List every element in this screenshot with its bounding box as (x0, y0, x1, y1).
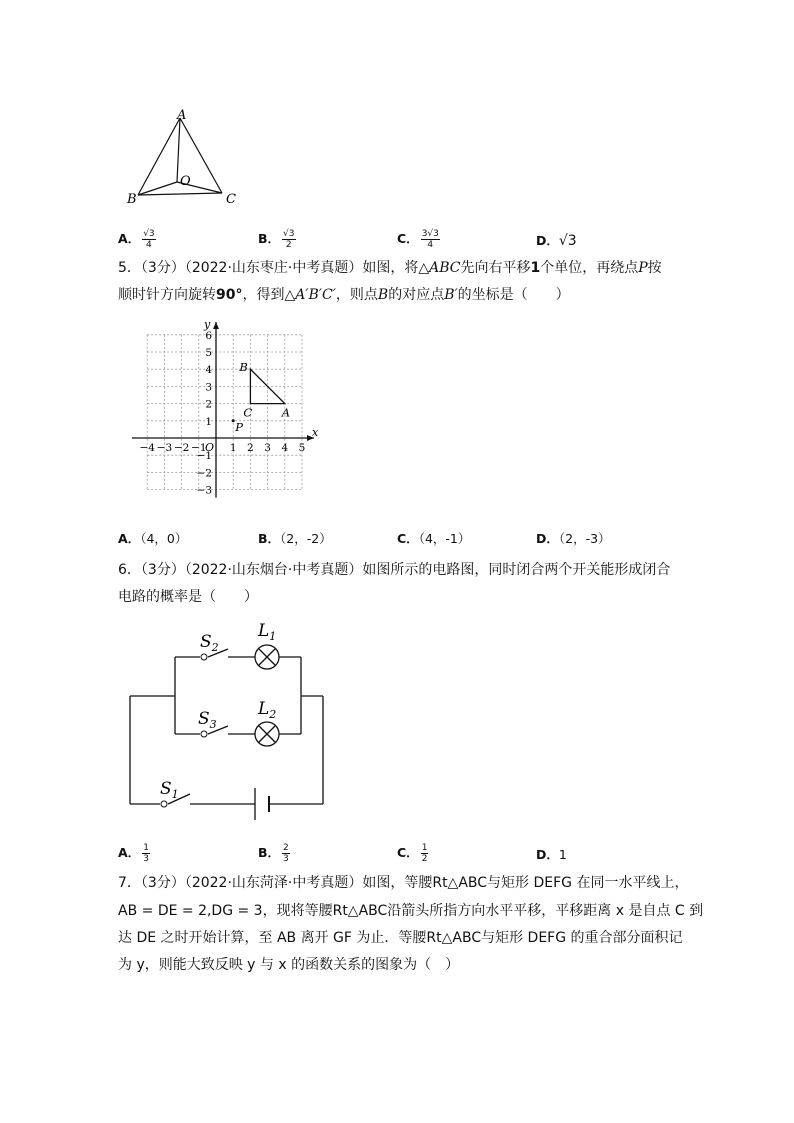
q5-option-b[interactable]: B．（2，-2） (258, 531, 332, 546)
q5-option-a[interactable]: A．（4，0） (118, 531, 188, 546)
y-tick-label: −1 (196, 450, 212, 463)
y-tick-label: 2 (205, 398, 212, 411)
q6-line-1: 6．（3分）（2022·山东烟台·中考真题）如图所示的电路图，同时闭合两个开关能形成闭合 (118, 562, 671, 578)
vertex-label-a: A (177, 108, 187, 123)
q5-line-1: 5．（3分）（2022·山东枣庄·中考真题）如图，将△ABC先向右平移1个单位，再绕点P按 (118, 260, 662, 276)
y-tick-label: 5 (205, 347, 212, 359)
y-axis-arrow (213, 322, 219, 329)
q7-line-3: 达 DE 之时开始计算，至 AB 离开 GF 为止．等腰Rt△ABC与矩形 DEFG 的重合部分面积记 (118, 930, 683, 946)
x-tick-label: 1 (229, 442, 237, 454)
q4-option-d[interactable]: D．√3 (536, 233, 577, 249)
y-tick-label: 1 (205, 415, 212, 428)
x-axis-label: x (312, 426, 319, 439)
q6-option-d[interactable]: D．1 (536, 847, 567, 862)
q5-option-d[interactable]: D．（2，-3） (536, 531, 611, 546)
origin-label: O (205, 441, 215, 454)
x-tick-label: 2 (247, 442, 254, 454)
x-tick-label: −4 (139, 442, 155, 454)
q5-line-2: 顺时针方向旋转90°，得到△A′B′C′，则点B的对应点B′的坐标是（ ） (118, 287, 570, 303)
switch-s3-label: $S_3$ (198, 709, 217, 731)
point-label-o: O (180, 174, 191, 189)
vertex-label-c: C (226, 192, 236, 207)
switch-s1-label: $S_1$ (160, 779, 179, 801)
x-tick-label: −2 (173, 442, 190, 454)
q4-option-a[interactable]: A． $\frac{√3}{4}$ (118, 229, 155, 250)
q5-option-c[interactable]: C．（4，-1） (397, 531, 471, 546)
q4-option-b[interactable]: B． $\frac{√3}{2}$ (258, 229, 295, 250)
point-label-b: B (239, 360, 248, 375)
y-tick-label: 3 (205, 381, 212, 394)
x-tick-label: −1 (191, 442, 207, 454)
point-label-a: A (281, 405, 291, 420)
q6-line-2: 电路的概率是（ ） (118, 589, 258, 605)
y-tick-label: −3 (196, 484, 212, 497)
q6-option-c[interactable]: C． $\frac{1}{2}$ (397, 843, 428, 864)
y-tick-label: −2 (196, 467, 212, 480)
switch-s2-label: $S_2$ (200, 632, 219, 654)
q4-option-c[interactable]: C． $\frac{3√3}{4}$ (397, 229, 439, 250)
x-tick-label: 4 (281, 442, 289, 454)
q6-option-a[interactable]: A． $\frac{1}{3}$ (118, 843, 149, 864)
q6-option-b[interactable]: B． $\frac{2}{3}$ (258, 843, 289, 864)
y-axis-label: y (204, 318, 211, 331)
circuit-figure (120, 614, 335, 826)
x-tick-label: −3 (156, 442, 173, 454)
point-label-c: C (243, 405, 253, 420)
x-tick-label: 5 (298, 442, 306, 454)
q7-line-1: 7．（3分）（2022·山东菏泽·中考真题）如图，等腰Rt△ABC与矩形 DEFG 在同一水平线上， (118, 875, 689, 891)
y-tick-label: 4 (205, 364, 212, 377)
q7-line-4: 为 y，则能大致反映 y 与 x 的函数关系的图象为（ ） (118, 957, 460, 973)
lamp-l1-label: $L_1$ (258, 621, 277, 643)
vertex-label-b: B (127, 192, 137, 207)
lamp-l2-label: $L_2$ (258, 699, 277, 721)
coordinate-grid-figure (126, 314, 332, 510)
point-label-p: P (235, 419, 243, 434)
triangle-figure (120, 105, 250, 210)
y-tick-label: 6 (205, 329, 212, 342)
q7-line-2: AB = DE = 2,DG = 3，现将等腰Rt△ABC沿箭头所指方向水平平移，平移距离 x 是自点 C 到 (118, 903, 704, 919)
x-tick-label: 3 (264, 442, 271, 454)
